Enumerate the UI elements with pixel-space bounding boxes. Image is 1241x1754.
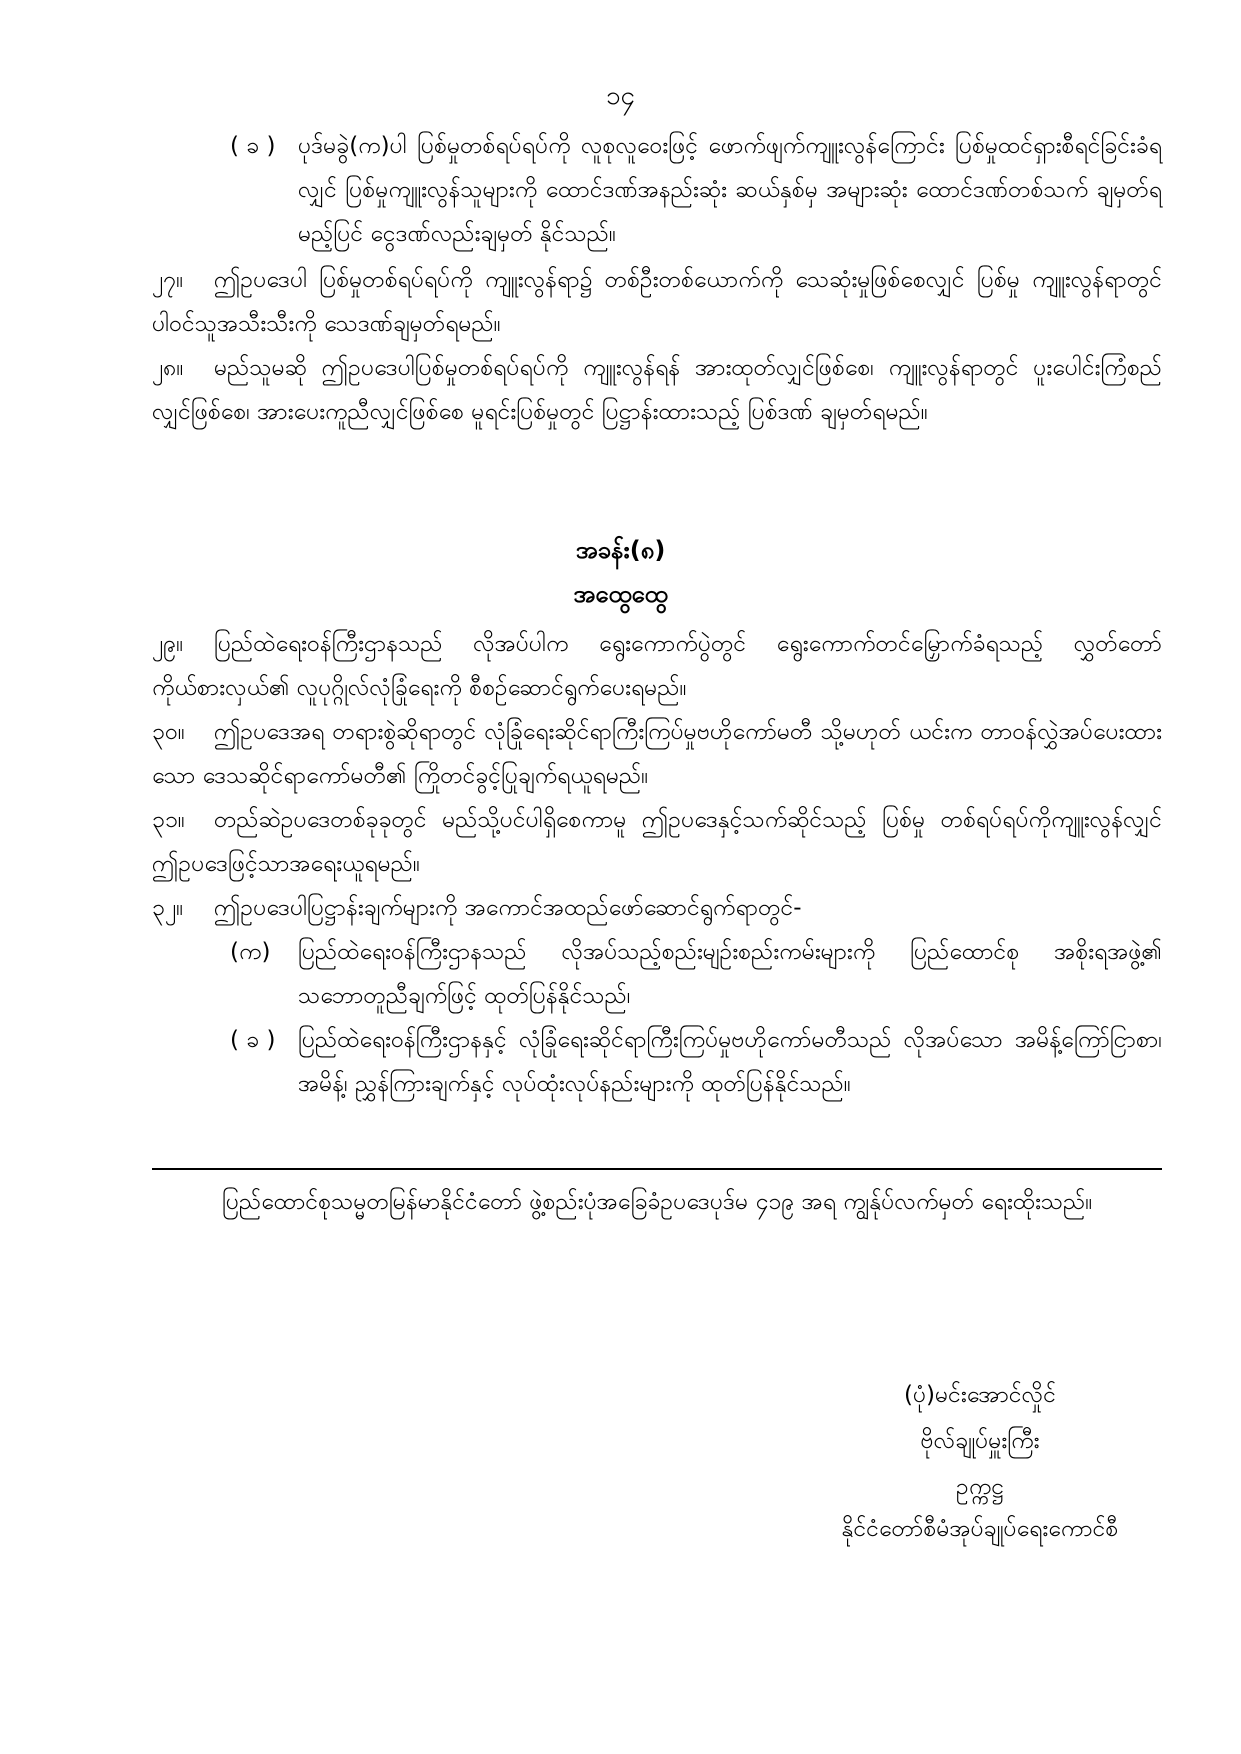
- sub-clause-kha-top: [230, 124, 1162, 256]
- section-27: [152, 258, 1162, 346]
- section-number: ၂၉။: [152, 631, 184, 657]
- section-number: ၂၈။: [152, 355, 184, 381]
- chapter-subtitle: အထွေထွေ: [573, 580, 668, 608]
- section-text: တည်ဆဲဥပဒေတစ်ခုခုတွင် မည်သို့ပင်ပါရှိစေကာမူ ဤဥပဒေနှင့်သက်ဆိုင်သည့် ပြစ်မှု တစ်ရပ်ရပ်ကိုကျူးလွန်လျှင် ဤဥပဒေဖြင့်သာအရေးယူရမည်။: [152, 807, 1162, 877]
- sub-clause-text: ပြည်ထဲရေးဝန်ကြီးဌာနသည် လိုအပ်သည့်စည်းမျဉ်းစည်းကမ်းများကို ပြည်ထောင်စု အစိုးရအဖွဲ့၏ သဘောတူညီချက်ဖြင့် ထုတ်ပြန်နိုင်သည်၊: [298, 939, 1162, 1009]
- divider-line: [152, 1168, 1162, 1170]
- section-text: ဤဥပဒေပါ ပြစ်မှုတစ်ရပ်ရပ်ကို ကျူးလွန်ရာ၌ တစ်ဦးတစ်ယောက်ကို သေဆုံးမှုဖြစ်စေလျှင် ပြစ်မှု ကျူးလွန်ရာတွင်ပါဝင်သူအသီးသီးကို သေဒဏ်ချမှတ်ရမည်။: [152, 267, 1162, 337]
- section-29: [152, 622, 1162, 710]
- section-text: ပြည်ထဲရေးဝန်ကြီးဌာနသည် လိုအပ်ပါက ရွေးကောက်ပွဲတွင် ရွေးကောက်တင်မြှောက်ခံရသည့် လွှတ်တော်ကိုယ်စားလှယ်၏ လူပုဂ္ဂိုလ်လုံခြုံရေးကို စီစဉ်ဆောင်ရွက်ပေးရမည်။: [152, 631, 1162, 701]
- signature-position: ဥက္ကဋ္ဌ: [956, 1474, 1004, 1500]
- signature-rank: ဗိုလ်ချုပ်မှူးကြီး: [920, 1428, 1040, 1454]
- sub-clause-marker: (က): [230, 939, 271, 965]
- section-31: [152, 798, 1162, 886]
- attestation-text: ပြည်ထောင်စုသမ္မတမြန်မာနိုင်ငံတော် ဖွဲ့စည်းပုံအခြေခံဥပဒေပုဒ်မ ၄၁၉ အရ ကျွန်ုပ်လက်မှတ် ရေးထိုးသည်။: [222, 1189, 1093, 1215]
- section-number: ၃၂။: [152, 895, 184, 921]
- section-30: [152, 710, 1162, 798]
- page-number: ၁၄: [605, 81, 636, 111]
- sub-clause-ka: [230, 930, 1162, 1018]
- section-number: ၃၀။: [152, 719, 185, 745]
- section-number: ၃၁။: [152, 807, 185, 833]
- sub-clause-kha: [230, 1018, 1162, 1106]
- section-32: [152, 886, 1162, 930]
- sub-clause-text: ပုဒ်မခွဲ(က)ပါ ပြစ်မှုတစ်ရပ်ရပ်ကို လူစုလူဝေးဖြင့် ဖောက်ဖျက်ကျူးလွန်ကြောင်း ပြစ်မှုထင်ရှားစီရင်ခြင်းခံရလျှင် ပြစ်မှုကျူးလွန်သူများကို ထောင်ဒဏ်အနည်းဆုံး ဆယ်နှစ်မှ အများဆုံး ထောင်ဒဏ်တစ်သက် ချမှတ်ရမည့်ပြင် ငွေဒဏ်လည်းချမှတ် နိုင်သည်။: [298, 133, 1162, 247]
- sub-clause-marker: ( ခ ): [230, 133, 276, 159]
- section-28: [152, 346, 1162, 434]
- section-number: ၂၇။: [152, 267, 184, 293]
- sub-clause-marker: ( ခ ): [230, 1027, 276, 1053]
- sub-clause-text: ပြည်ထဲရေးဝန်ကြီးဌာနနှင့် လုံခြုံရေးဆိုင်ရာကြီးကြပ်မှုဗဟိုကော်မတီသည် လိုအပ်သော အမိန့်ကြော်ငြာစာ၊ အမိန့်၊ ညွှန်ကြားချက်နှင့် လုပ်ထုံးလုပ်နည်းများကို ထုတ်ပြန်နိုင်သည်။: [298, 1027, 1162, 1097]
- signature-name: (ပုံ)မင်းအောင်လှိုင်: [903, 1382, 1057, 1408]
- section-text: ဤဥပဒေအရ တရားစွဲဆိုရာတွင် လုံခြုံရေးဆိုင်ရာကြီးကြပ်မှုဗဟိုကော်မတီ သို့မဟုတ် ယင်းက တာဝန်လွှဲအပ်ပေးထားသော ဒေသဆိုင်ရာကော်မတီ၏ ကြိုတင်ခွင့်ပြုချက်ရယူရမည်။: [152, 719, 1162, 789]
- section-text: မည်သူမဆို ဤဥပဒေပါပြစ်မှုတစ်ရပ်ရပ်ကို ကျူးလွန်ရန် အားထုတ်လျှင်ဖြစ်စေ၊ ကျူးလွန်ရာတွင် ပူးပေါင်းကြံစည်လျှင်ဖြစ်စေ၊ အားပေးကူညီလျှင်ဖြစ်စေ မူရင်းပြစ်မှုတွင် ပြဋ္ဌာန်းထားသည့် ပြစ်ဒဏ် ချမှတ်ရမည်။: [152, 355, 1162, 425]
- signature-organization: နိုင်ငံတော်စီမံအုပ်ချုပ်ရေးကောင်စီ: [841, 1516, 1119, 1542]
- section-text: ဤဥပဒေပါပြဋ္ဌာန်းချက်များကို အကောင်အထည်ဖော်ဆောင်ရွက်ရာတွင်-: [214, 895, 802, 921]
- chapter-title: အခန်း(၈): [575, 536, 666, 564]
